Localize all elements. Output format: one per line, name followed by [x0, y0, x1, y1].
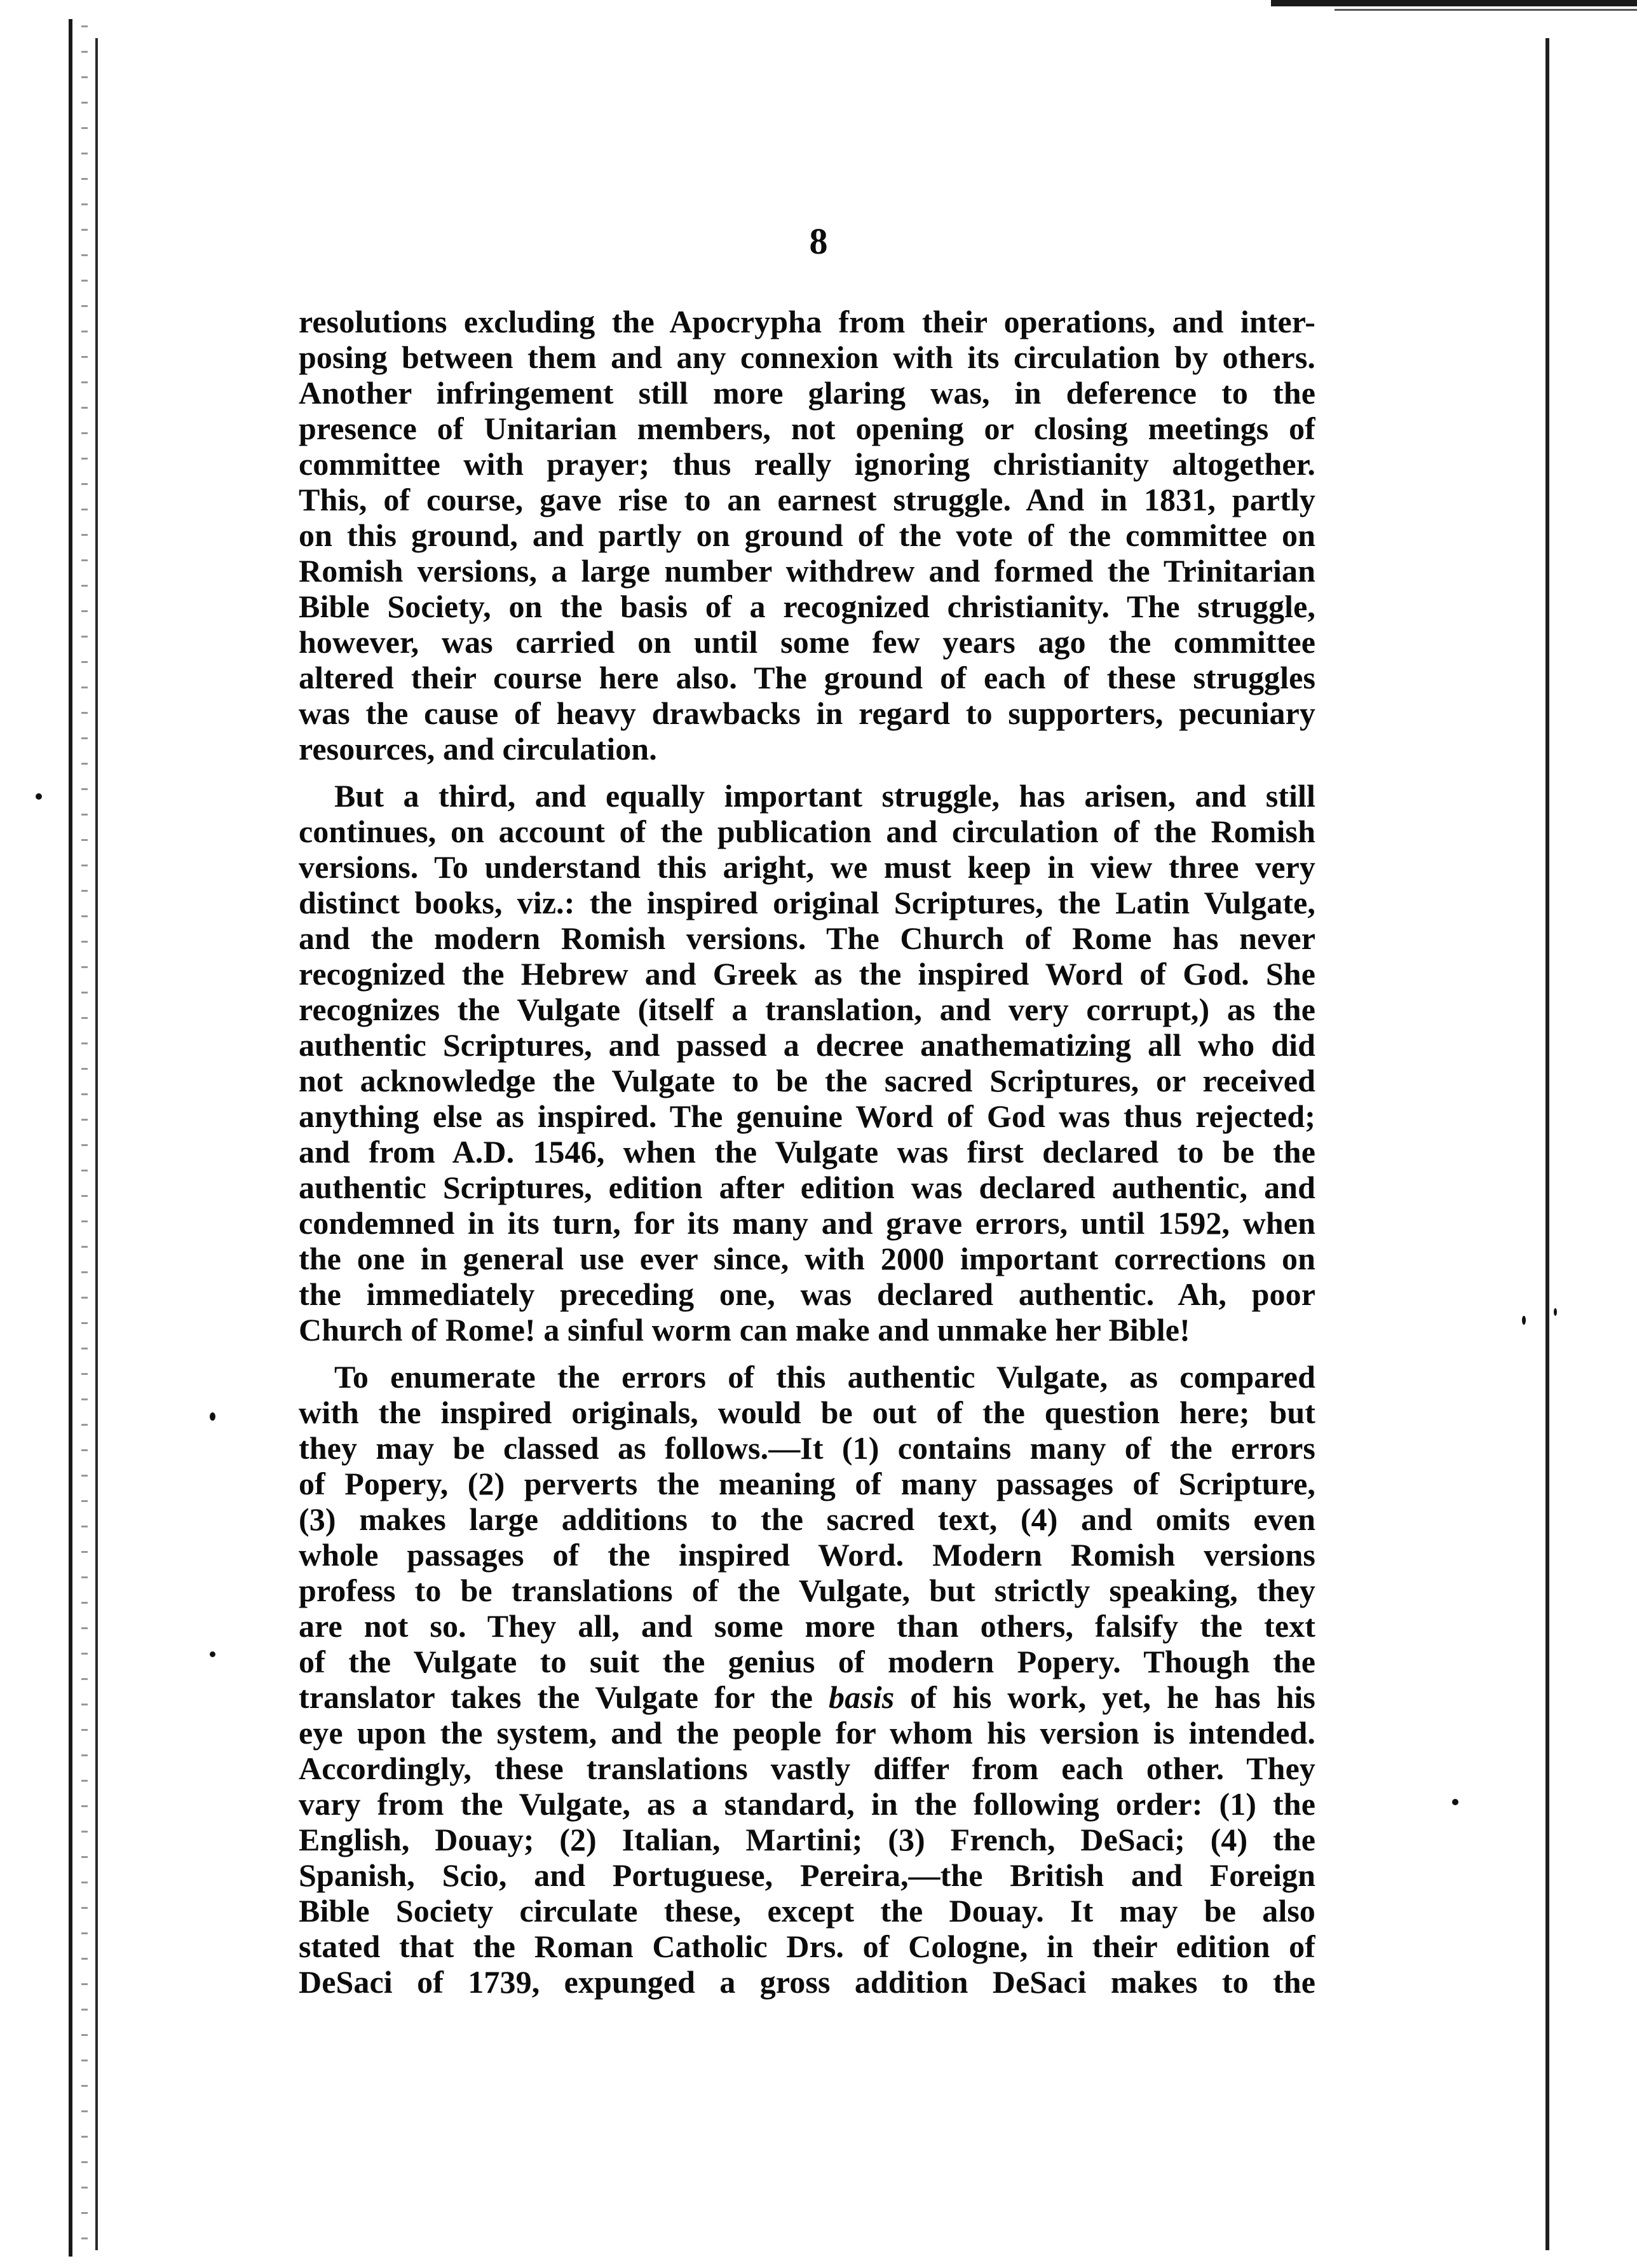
text-line: presence of Unitarian members, not opening or closing meetings of — [299, 411, 1315, 446]
text-line: English, Douay; (2) Italian, Martini; (3) French, DeSaci; (4) the — [299, 1822, 1315, 1857]
text-line: vary from the Vulgate, as a standard, in the following order: (1) the — [299, 1786, 1315, 1822]
text-line: resources, and circulation. — [299, 731, 657, 767]
scan-edge-right — [1545, 38, 1549, 2250]
text-line: translator takes the Vulgate for the basis of his work, yet, he has his — [299, 1679, 1315, 1715]
paragraph — [299, 1359, 1315, 2000]
text-line: authentic Scriptures, edition after edition was declared authentic, and — [299, 1170, 1315, 1205]
text-line: the immediately preceding one, was declared authentic. Ah, poor — [299, 1276, 1315, 1312]
text-line: on this ground, and partly on ground of the vote of the committee on — [299, 517, 1315, 553]
text-line: however, was carried on until some few years ago the committee — [299, 624, 1315, 660]
text-line: of the Vulgate to suit the genius of modern Popery. Though the — [299, 1644, 1315, 1679]
text-line: DeSaci of 1739, expunged a gross addition DeSaci makes to the — [299, 1964, 1315, 2000]
scan-speck — [210, 1412, 215, 1421]
scan-edge-top-thin — [1335, 9, 1637, 11]
text-line: recognized the Hebrew and Greek as the inspired Word of God. She — [299, 956, 1315, 992]
text-line: continues, on account of the publication and circulation of the Romish — [299, 814, 1315, 849]
scan-edge-top — [1271, 0, 1637, 6]
text-line: stated that the Roman Catholic Drs. of Cologne, in their edition of — [299, 1929, 1315, 1964]
text-line: not acknowledge the Vulgate to be the sacred Scriptures, or received — [299, 1063, 1315, 1098]
body-text — [299, 304, 1315, 2002]
text-line: versions. To understand this aright, we must keep in view three very — [299, 849, 1315, 885]
text-line: whole passages of the inspired Word. Modern Romish versions — [299, 1537, 1315, 1573]
text-line: recognizes the Vulgate (itself a translation, and very corrupt,) as the — [299, 992, 1315, 1027]
text-line: posing between them and any connexion with its circulation by others. — [299, 339, 1315, 375]
text-line: altered their course here also. The ground of each of these struggles — [299, 660, 1315, 695]
text-line: anything else as inspired. The genuine Word of God was thus rejected; — [299, 1098, 1315, 1134]
text-line: of Popery, (2) perverts the meaning of many passages of Scripture, — [299, 1466, 1315, 1501]
text-line: Romish versions, a large number withdrew and formed the Trinitarian — [299, 553, 1315, 589]
text-line: eye upon the system, and the people for whom his version is intended. — [299, 1715, 1315, 1751]
text-line: are not so. They all, and some more than others, falsify the text — [299, 1608, 1315, 1644]
page-number: 8 — [809, 221, 828, 262]
scan-edge-left-outer — [69, 19, 72, 2257]
text-line: Bible Society circulate these, except the Douay. It may be also — [299, 1893, 1315, 1929]
text-line: distinct books, viz.: the inspired original Scriptures, the Latin Vulgate, — [299, 885, 1315, 920]
text-line: Church of Rome! a sinful worm can make and unmake her Bible! — [299, 1312, 1190, 1348]
scan-edge-left-inner — [95, 38, 98, 2250]
text-line: was the cause of heavy drawbacks in regard to supporters, pecuniary — [299, 695, 1315, 731]
text-line: (3) makes large additions to the sacred text, (4) and omits even — [299, 1501, 1315, 1537]
text-line: resolutions excluding the Apocrypha from their operations, and inter- — [299, 304, 1315, 339]
text-line: condemned in its turn, for its many and grave errors, until 1592, when — [299, 1205, 1315, 1241]
text-line: Bible Society, on the basis of a recognized christianity. The struggle, — [299, 589, 1315, 624]
text-line: To enumerate the errors of this authentic Vulgate, as compared — [334, 1359, 1315, 1395]
text-line: and from A.D. 1546, when the Vulgate was first declared to be the — [299, 1134, 1315, 1170]
emphasis-basis: basis — [828, 1679, 895, 1715]
text-line: profess to be translations of the Vulgate, but strictly speaking, they — [299, 1573, 1315, 1608]
scan-speck — [1554, 1308, 1557, 1316]
text-line: with the inspired originals, would be out of the question here; but — [299, 1395, 1315, 1430]
scan-speck — [1452, 1799, 1458, 1805]
scan-speck — [36, 793, 42, 800]
text-line: committee with prayer; thus really ignoring christianity altogether. — [299, 446, 1315, 482]
text-line: authentic Scriptures, and passed a decree anathematizing all who did — [299, 1027, 1315, 1063]
text-line: they may be classed as follows.—It (1) contains many of the errors — [299, 1430, 1315, 1466]
text-line: the one in general use ever since, with 2000 important corrections on — [299, 1241, 1315, 1276]
scan-speck — [1522, 1316, 1526, 1325]
scan-edge-left-speckle — [81, 25, 88, 2250]
text-line: Accordingly, these translations vastly differ from each other. They — [299, 1751, 1315, 1786]
paragraph — [299, 778, 1315, 1348]
text-line: Spanish, Scio, and Portuguese, Pereira,—the British and Foreign — [299, 1857, 1315, 1893]
text-line: Another infringement still more glaring was, in deference to the — [299, 375, 1315, 411]
text-line: But a third, and equally important struggle, has arisen, and still — [334, 778, 1315, 814]
scan-speck — [210, 1651, 215, 1657]
text-line: and the modern Romish versions. The Church of Rome has never — [299, 920, 1315, 956]
paragraph — [299, 304, 1315, 767]
text-line: This, of course, gave rise to an earnest struggle. And in 1831, partly — [299, 482, 1315, 517]
